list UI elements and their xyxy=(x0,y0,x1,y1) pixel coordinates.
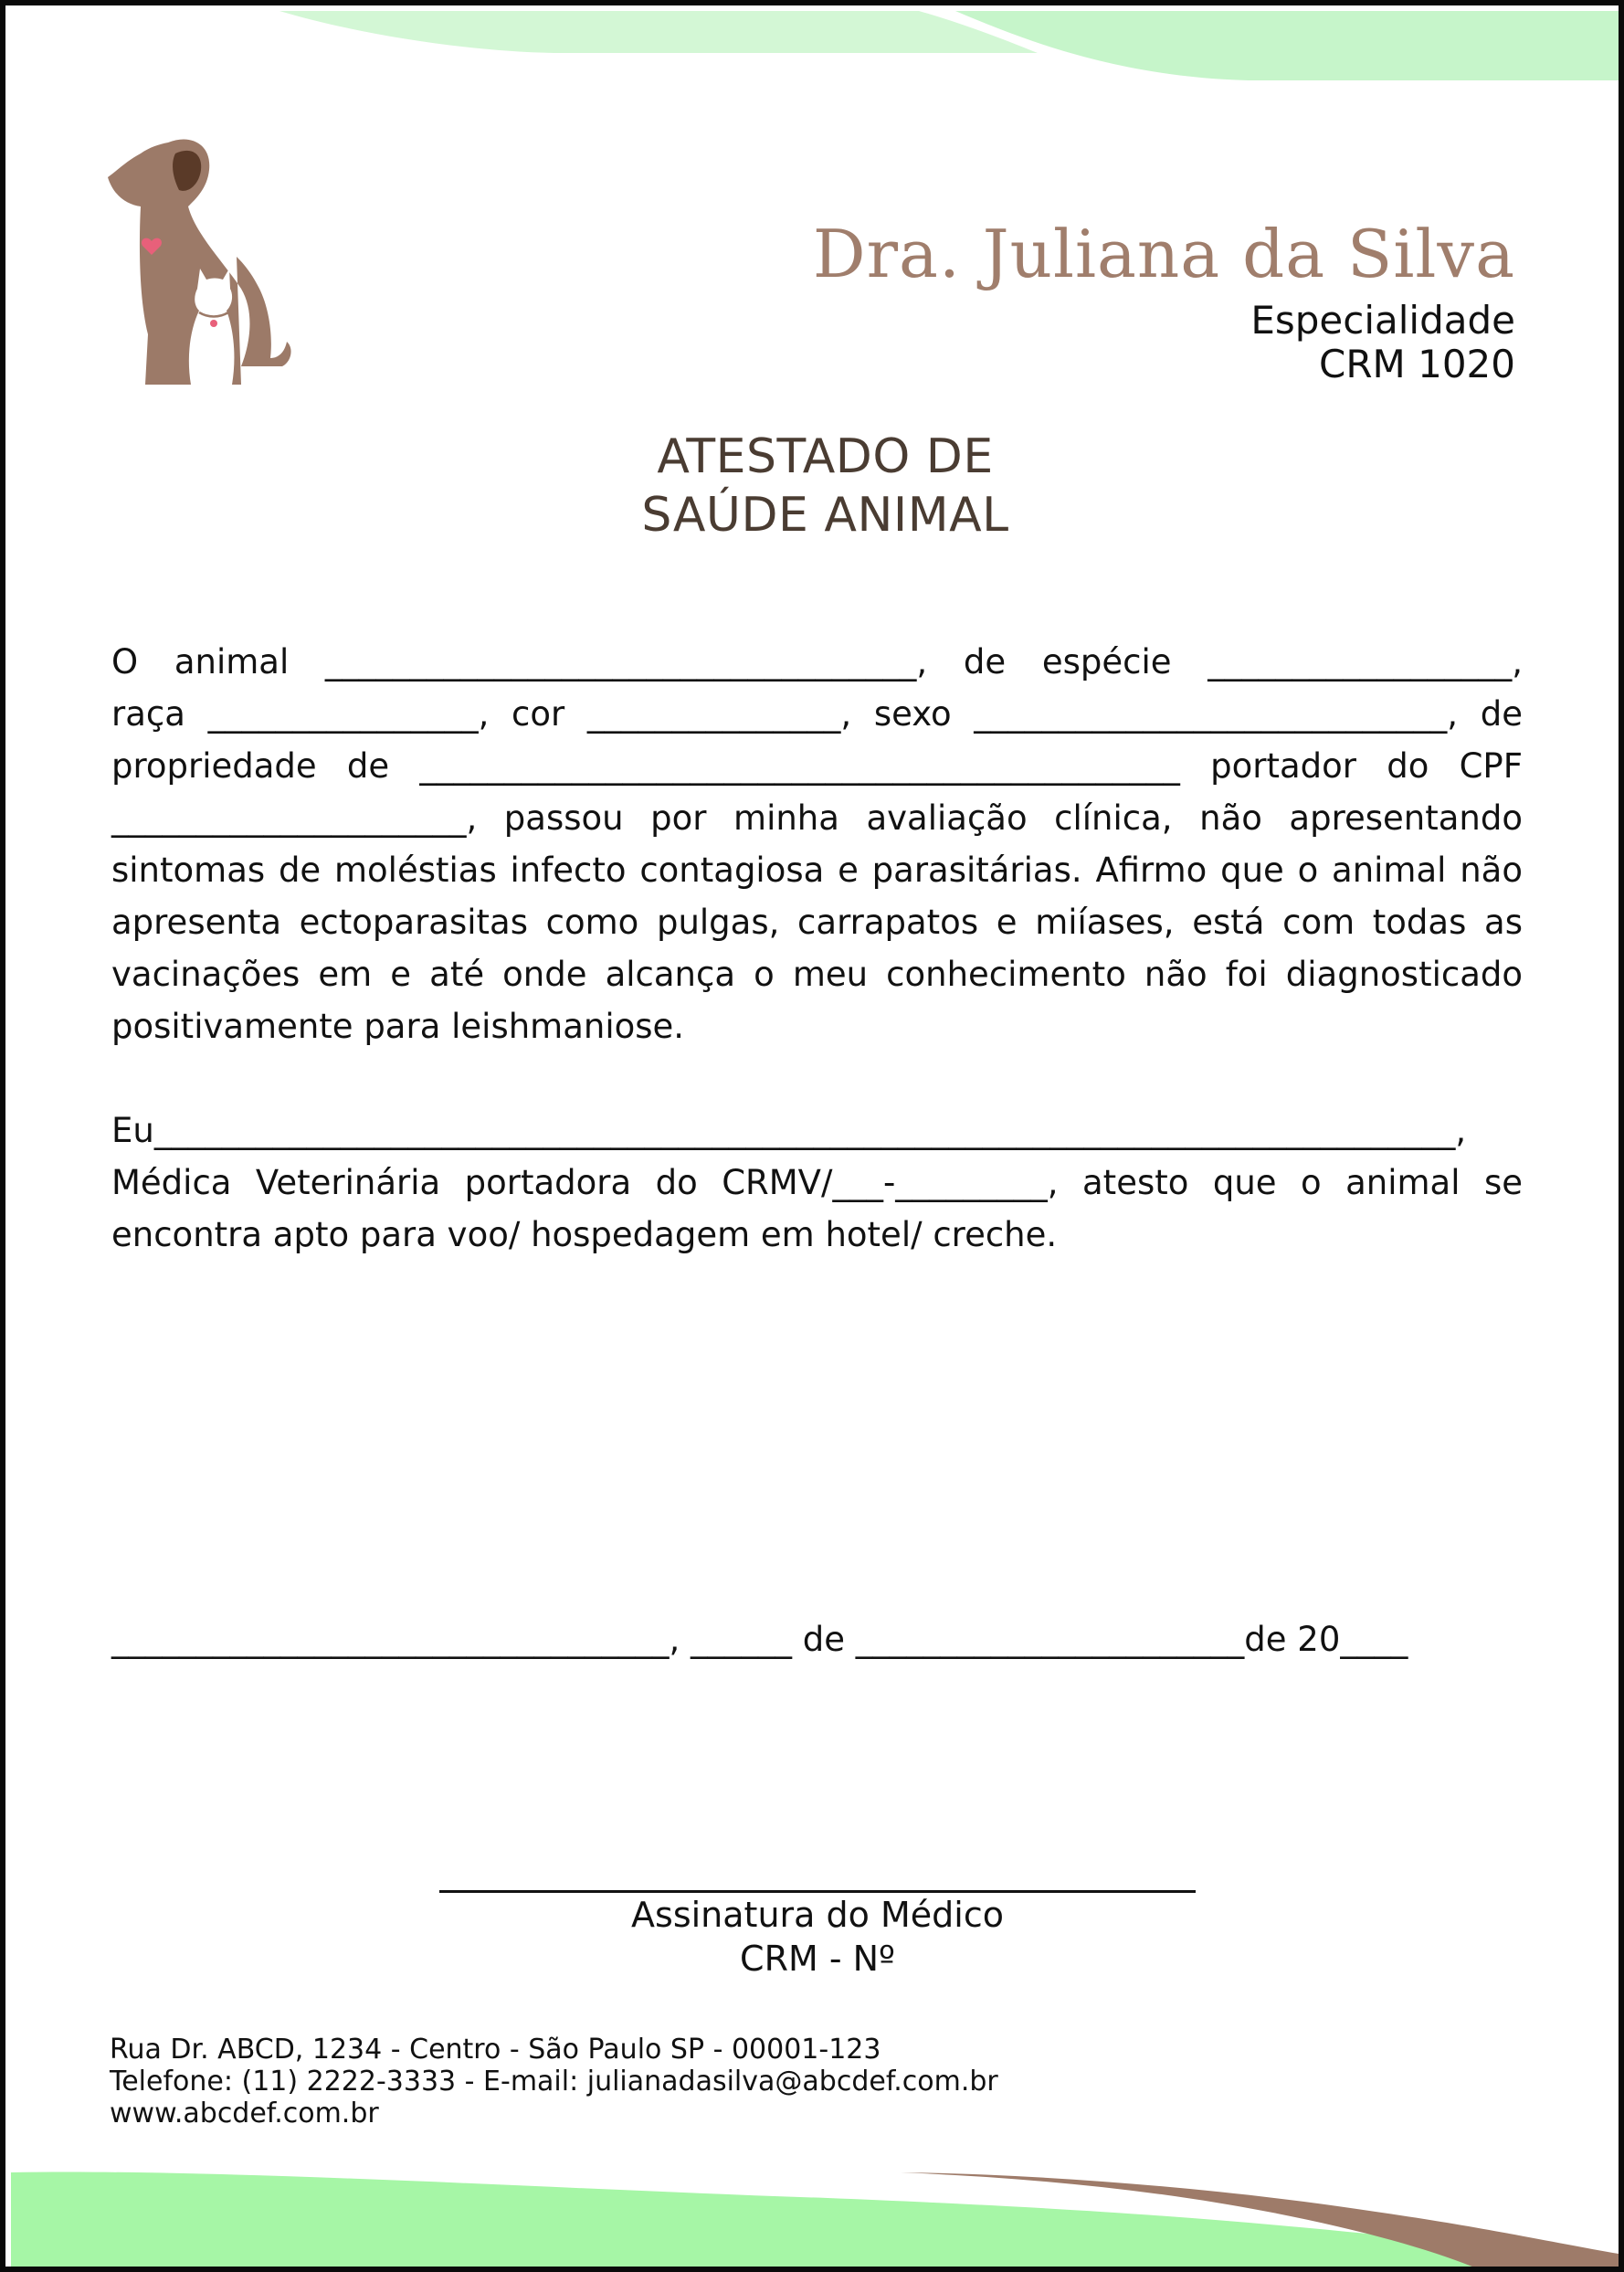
top-wave-left xyxy=(279,11,1038,53)
paragraph-spacer xyxy=(111,1052,1523,1104)
footer-website: www.abcdef.com.br xyxy=(110,2098,379,2129)
title-line-2: SAÚDE ANIMAL xyxy=(641,488,1009,543)
signature-line xyxy=(439,1890,1196,1893)
body-line: Médica Veterinária portadora do CRMV/___-_________, atesto que o animal se xyxy=(111,1163,1523,1202)
footer-address: Rua Dr. ABCD, 1234 - Centro - São Paulo SP - 00001-123 xyxy=(110,2034,881,2066)
title-line-1: ATESTADO DE xyxy=(657,429,994,484)
body-line: raça ________________, cor _______________, sexo ____________________________, de xyxy=(111,694,1523,734)
footer-contact xyxy=(110,2034,998,2129)
cat-tag xyxy=(210,320,217,327)
body-line: sintomas de moléstias infecto contagiosa e parasitárias. Afirmo que o animal não xyxy=(111,851,1523,890)
certificate-body xyxy=(111,636,1523,1261)
body-line: encontra apto para voo/ hospedagem em hotel/ creche. xyxy=(111,1215,1058,1254)
body-line: O animal ___________________________________, de espécie __________________, xyxy=(111,642,1523,682)
doctor-name: Dra. Juliana da Silva xyxy=(812,216,1515,292)
body-line: propriedade de _____________________________________________ portador do CPF xyxy=(111,746,1523,786)
body-line: Eu_____________________________________________________________________________, xyxy=(111,1111,1467,1150)
crm-header: CRM 1020 xyxy=(1319,342,1515,386)
footer-contact-line: Telefone: (11) 2222-3333 - E-mail: julianadasilva@abcdef.com.br xyxy=(110,2066,998,2098)
body-line: _____________________, passou por minha avaliação clínica, não apresentando xyxy=(111,798,1523,838)
signature-label: Assinatura do Médico xyxy=(631,1895,1004,1935)
body-line: apresenta ectoparasitas como pulgas, carrapatos e miíases, está com todas as xyxy=(111,903,1523,942)
body-line: vacinações em e até onde alcança o meu conhecimento não foi diagnosticado xyxy=(111,955,1523,994)
signature-crm: CRM - Nº xyxy=(740,1939,895,1979)
top-wave-right xyxy=(955,11,1624,80)
place-date-line: _________________________________, ______ de _______________________de 20____ xyxy=(111,1620,1408,1659)
dog-cat-logo-icon xyxy=(104,133,296,389)
specialty-label: Especialidade xyxy=(1250,298,1515,343)
document-title xyxy=(5,428,1624,544)
body-line: positivamente para leishmaniose. xyxy=(111,1007,685,1046)
